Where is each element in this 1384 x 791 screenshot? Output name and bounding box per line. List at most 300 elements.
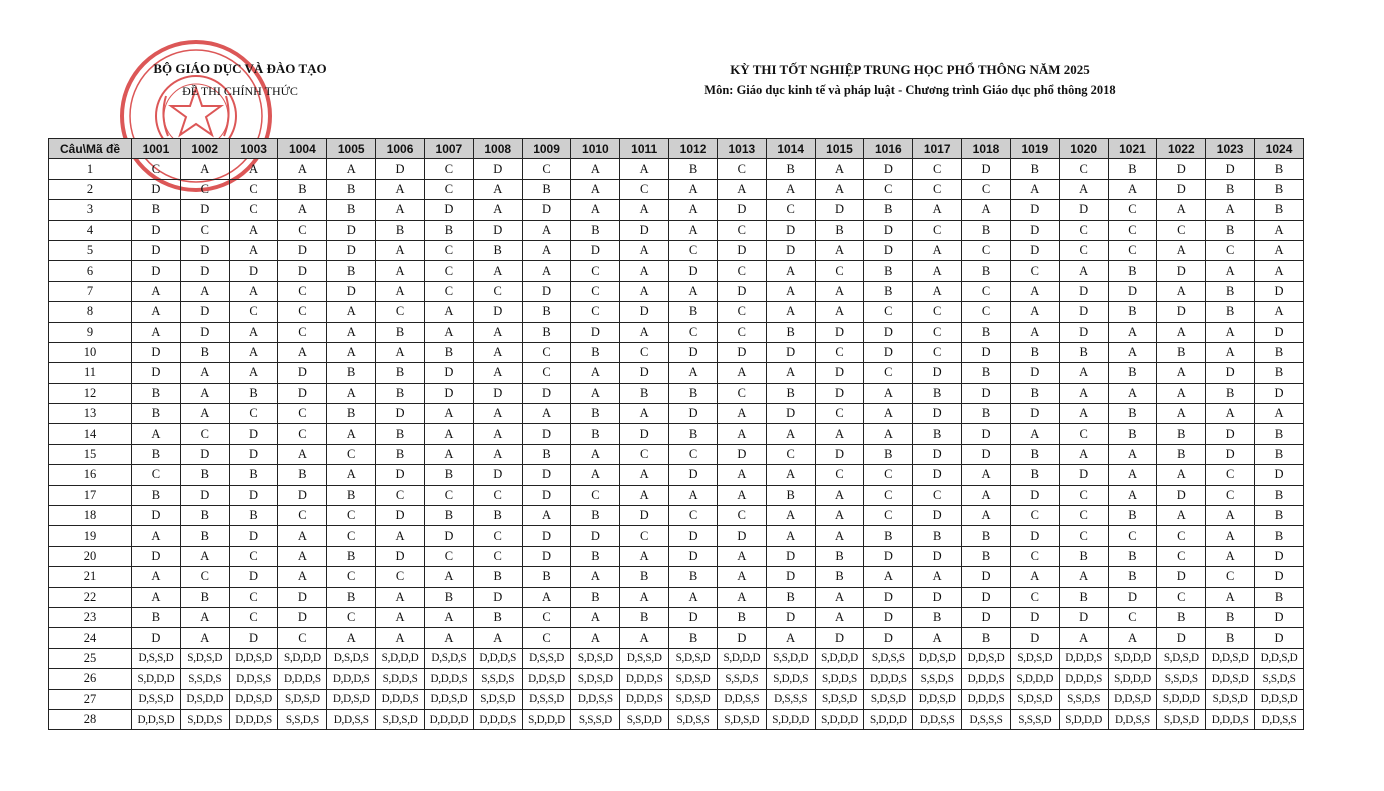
answer-cell: D,D,D,S: [962, 689, 1011, 709]
answer-cell: C: [229, 607, 278, 627]
answer-cell: C: [424, 261, 473, 281]
answer-cell: C: [376, 485, 425, 505]
answer-cell: A: [229, 220, 278, 240]
answer-cell: B: [620, 607, 669, 627]
answer-cell: A: [1108, 342, 1157, 362]
answer-cell: C: [376, 302, 425, 322]
answer-cell: A: [669, 200, 718, 220]
answer-cell: B: [669, 424, 718, 444]
answer-cell: D: [913, 465, 962, 485]
answer-cell: C: [1108, 607, 1157, 627]
answer-cell: D,D,S,D: [1255, 648, 1304, 668]
answer-cell: A: [620, 322, 669, 342]
question-number-cell: 14: [49, 424, 132, 444]
answer-cell: D: [229, 628, 278, 648]
answer-cell: D: [815, 444, 864, 464]
answer-cell: B: [1108, 261, 1157, 281]
answer-cell: C: [180, 424, 229, 444]
answer-cell: D: [278, 363, 327, 383]
answer-cell: S,D,S,D: [864, 689, 913, 709]
answer-cell: C: [424, 240, 473, 260]
answer-cell: A: [571, 628, 620, 648]
exam-code-header: 1001: [132, 139, 181, 159]
table-row: [49, 220, 1304, 240]
answer-cell: A: [229, 281, 278, 301]
answer-cell: B: [766, 159, 815, 179]
answer-cell: C: [1059, 424, 1108, 444]
answer-cell: C: [913, 485, 962, 505]
answer-cell: S,D,D,D: [1108, 669, 1157, 689]
table-row: [49, 526, 1304, 546]
answer-cell: A: [1059, 628, 1108, 648]
answer-cell: D: [1108, 281, 1157, 301]
answer-cell: B: [424, 342, 473, 362]
answer-cell: A: [1157, 363, 1206, 383]
answer-cell: B: [327, 200, 376, 220]
answer-cell: D: [669, 546, 718, 566]
answer-cell: A: [717, 465, 766, 485]
answer-cell: C: [229, 302, 278, 322]
answer-cell: D: [1059, 322, 1108, 342]
answer-cell: C: [1206, 240, 1255, 260]
answer-cell: A: [180, 628, 229, 648]
answer-cell: B: [571, 220, 620, 240]
answer-cell: C: [815, 342, 864, 362]
answer-cell: D,D,S,S: [327, 709, 376, 729]
answer-cell: A: [278, 159, 327, 179]
answer-cell: A: [962, 200, 1011, 220]
answer-cell: A: [1059, 261, 1108, 281]
question-number-cell: 7: [49, 281, 132, 301]
answer-cell: S,S,D,S: [1059, 689, 1108, 709]
answer-cell: D: [717, 281, 766, 301]
exam-code-header: 1018: [962, 139, 1011, 159]
answer-cell: D,S,S,S: [766, 689, 815, 709]
answer-cell: C: [913, 179, 962, 199]
answer-cell: A: [327, 424, 376, 444]
table-row: [49, 628, 1304, 648]
answer-cell: S,D,S,D: [180, 648, 229, 668]
answer-cell: A: [1010, 322, 1059, 342]
answer-cell: B: [1108, 159, 1157, 179]
exam-code-header: 1019: [1010, 139, 1059, 159]
answer-cell: A: [1108, 383, 1157, 403]
answer-cell: A: [1255, 240, 1304, 260]
answer-cell: B: [913, 526, 962, 546]
answer-cell: B: [1255, 200, 1304, 220]
answer-cell: D: [278, 607, 327, 627]
table-row: [49, 424, 1304, 444]
answer-cell: D: [132, 261, 181, 281]
answer-cell: A: [620, 587, 669, 607]
answer-cell: A: [1255, 261, 1304, 281]
answer-cell: C: [1157, 526, 1206, 546]
answer-cell: C: [766, 444, 815, 464]
answer-cell: B: [766, 383, 815, 403]
answer-cell: B: [1010, 383, 1059, 403]
answer-cell: D,D,D,S: [1059, 648, 1108, 668]
answer-cell: A: [864, 383, 913, 403]
answer-cell: A: [571, 383, 620, 403]
answer-cell: A: [1108, 322, 1157, 342]
answer-cell: D: [1255, 567, 1304, 587]
answer-cell: S,D,D,D: [815, 709, 864, 729]
answer-cell: S,D,D,S: [815, 669, 864, 689]
answer-cell: D: [1255, 322, 1304, 342]
answer-cell: A: [473, 363, 522, 383]
answer-cell: B: [278, 465, 327, 485]
answer-cell: D: [1157, 179, 1206, 199]
answer-cell: B: [278, 179, 327, 199]
question-number-cell: 9: [49, 322, 132, 342]
answer-cell: D: [815, 383, 864, 403]
answer-cell: A: [864, 424, 913, 444]
answer-cell: A: [962, 485, 1011, 505]
answer-cell: A: [473, 424, 522, 444]
exam-code-header: 1024: [1255, 139, 1304, 159]
answer-cell: D: [424, 200, 473, 220]
answer-cell: A: [815, 281, 864, 301]
answer-cell: A: [327, 322, 376, 342]
answer-cell: C: [669, 240, 718, 260]
answer-cell: B: [229, 383, 278, 403]
answer-cell: D: [278, 261, 327, 281]
table-row: [49, 404, 1304, 424]
answer-cell: D,D,S,D: [1206, 669, 1255, 689]
answer-cell: C: [864, 485, 913, 505]
answer-cell: A: [669, 485, 718, 505]
answer-cell: D: [766, 567, 815, 587]
answer-cell: C: [522, 159, 571, 179]
table-row: [49, 200, 1304, 220]
answer-cell: D: [1059, 302, 1108, 322]
answer-cell: D: [1255, 383, 1304, 403]
answer-cell: B: [1157, 342, 1206, 362]
answer-cell: B: [962, 404, 1011, 424]
answer-cell: C: [522, 607, 571, 627]
answer-cell: S,D,D,D: [815, 648, 864, 668]
answer-cell: B: [376, 444, 425, 464]
answer-cell: S,D,D,D: [717, 648, 766, 668]
answer-cell: A: [1157, 200, 1206, 220]
answer-cell: D: [132, 363, 181, 383]
answer-cell: A: [376, 240, 425, 260]
exam-code-header: 1002: [180, 139, 229, 159]
answer-cell: C: [1157, 546, 1206, 566]
answer-cell: D: [376, 159, 425, 179]
answer-cell: A: [815, 526, 864, 546]
answer-cell: D: [962, 444, 1011, 464]
table-row: [49, 567, 1304, 587]
answer-cell: A: [1108, 485, 1157, 505]
answer-cell: C: [180, 179, 229, 199]
answer-cell: D: [180, 444, 229, 464]
answer-cell: D: [1010, 200, 1059, 220]
answer-cell: A: [766, 526, 815, 546]
answer-cell: D: [669, 607, 718, 627]
answer-cell: A: [1059, 383, 1108, 403]
answer-cell: A: [864, 567, 913, 587]
answer-cell: A: [278, 444, 327, 464]
answer-cell: B: [1255, 444, 1304, 464]
answer-cell: C: [571, 302, 620, 322]
answer-cell: B: [376, 363, 425, 383]
answer-cell: A: [766, 506, 815, 526]
answer-cell: C: [473, 281, 522, 301]
answer-cell: A: [522, 261, 571, 281]
answer-cell: A: [1108, 465, 1157, 485]
answer-cell: C: [864, 302, 913, 322]
answer-cell: D: [376, 546, 425, 566]
answer-cell: B: [522, 302, 571, 322]
answer-cell: D: [180, 200, 229, 220]
answer-cell: D: [717, 240, 766, 260]
answer-cell: D,D,S,D: [229, 648, 278, 668]
answer-cell: A: [815, 607, 864, 627]
answer-cell: A: [717, 179, 766, 199]
answer-cell: A: [766, 281, 815, 301]
answer-cell: B: [962, 220, 1011, 240]
table-row: [49, 363, 1304, 383]
answer-cell: C: [1059, 526, 1108, 546]
answer-cell: S,D,S,D: [669, 689, 718, 709]
answer-cell: D: [1157, 485, 1206, 505]
answer-cell: S,D,D,D: [376, 648, 425, 668]
answer-cell: D: [717, 628, 766, 648]
answer-cell: D: [278, 587, 327, 607]
exam-code-header: 1003: [229, 139, 278, 159]
question-number-cell: 10: [49, 342, 132, 362]
answer-cell: B: [571, 546, 620, 566]
answer-cell: A: [424, 302, 473, 322]
answer-cell: D: [962, 342, 1011, 362]
answer-cell: D: [669, 261, 718, 281]
answer-cell: B: [1255, 526, 1304, 546]
answer-cell: A: [473, 179, 522, 199]
answer-cell: D: [229, 485, 278, 505]
answer-cell: S,D,D,D: [1108, 648, 1157, 668]
answer-cell: A: [669, 363, 718, 383]
exam-code-header: 1021: [1108, 139, 1157, 159]
answer-cell: A: [229, 240, 278, 260]
answer-cell: D,D,S,S: [1255, 709, 1304, 729]
answer-cell: D: [669, 465, 718, 485]
answer-cell: A: [1059, 363, 1108, 383]
answer-cell: D: [522, 465, 571, 485]
answer-cell: B: [327, 546, 376, 566]
answer-cell: C: [1010, 546, 1059, 566]
answer-cell: A: [473, 322, 522, 342]
answer-cell: D: [522, 200, 571, 220]
answer-cell: B: [571, 506, 620, 526]
answer-cell: A: [376, 607, 425, 627]
answer-cell: B: [669, 628, 718, 648]
answer-cell: A: [522, 220, 571, 240]
answer-cell: C: [864, 179, 913, 199]
answer-cell: B: [1010, 444, 1059, 464]
answer-cell: C: [571, 281, 620, 301]
answer-cell: C: [522, 363, 571, 383]
answer-cell: S,D,S,D: [1157, 648, 1206, 668]
answer-cell: A: [1206, 526, 1255, 546]
table-row: [49, 587, 1304, 607]
answer-cell: B: [913, 607, 962, 627]
answer-cell: C: [1010, 587, 1059, 607]
answer-cell: D: [1010, 240, 1059, 260]
answer-cell: D: [864, 220, 913, 240]
answer-cell: D: [864, 342, 913, 362]
answer-cell: S,S,D,S: [278, 709, 327, 729]
answer-cell: C: [327, 607, 376, 627]
answer-cell: A: [669, 281, 718, 301]
answer-cell: A: [962, 506, 1011, 526]
answer-cell: B: [1255, 587, 1304, 607]
question-number-cell: 23: [49, 607, 132, 627]
exam-code-header: 1007: [424, 139, 473, 159]
answer-cell: D: [913, 444, 962, 464]
answer-cell: A: [327, 383, 376, 403]
answer-cell: D,D,S,D: [424, 689, 473, 709]
answer-cell: D,S,D,D: [180, 689, 229, 709]
answer-cell: B: [766, 322, 815, 342]
answer-cell: A: [327, 342, 376, 362]
answer-cell: A: [1157, 322, 1206, 342]
answer-cell: C: [864, 465, 913, 485]
answer-cell: S,D,S,D: [1157, 709, 1206, 729]
answer-cell: C: [815, 465, 864, 485]
answer-cell: D,D,S,D: [1108, 689, 1157, 709]
answer-cell: B: [669, 159, 718, 179]
answer-cell: D: [132, 342, 181, 362]
answer-cell: D: [1255, 628, 1304, 648]
answer-cell: A: [620, 628, 669, 648]
answer-cell: B: [1108, 506, 1157, 526]
answer-cell: A: [1157, 240, 1206, 260]
answer-cell: S,D,S,D: [571, 648, 620, 668]
answer-cell: C: [1206, 465, 1255, 485]
answer-cell: A: [278, 200, 327, 220]
answer-cell: D: [229, 261, 278, 281]
answer-cell: C: [229, 179, 278, 199]
table-row: [49, 607, 1304, 627]
answer-cell: C: [522, 342, 571, 362]
answer-cell: S,S,D,S: [473, 669, 522, 689]
answer-cell: D: [376, 465, 425, 485]
answer-cell: D: [1157, 261, 1206, 281]
answer-cell: B: [864, 281, 913, 301]
answer-cell: D: [1059, 465, 1108, 485]
answer-cell: D: [913, 506, 962, 526]
answer-key-table: [48, 138, 1304, 730]
answer-cell: A: [766, 465, 815, 485]
answer-cell: A: [1010, 179, 1059, 199]
answer-cell: A: [229, 363, 278, 383]
answer-cell: A: [913, 240, 962, 260]
answer-cell: D,D,S,S: [913, 709, 962, 729]
answer-cell: B: [1255, 506, 1304, 526]
answer-cell: B: [327, 404, 376, 424]
exam-code-header: 1004: [278, 139, 327, 159]
answer-cell: S,S,S,D: [1010, 709, 1059, 729]
answer-cell: B: [1206, 383, 1255, 403]
answer-cell: D,D,S,D: [913, 648, 962, 668]
answer-cell: A: [229, 342, 278, 362]
answer-cell: A: [913, 628, 962, 648]
answer-cell: D,D,D,S: [620, 669, 669, 689]
ministry-header: [130, 58, 350, 102]
answer-cell: D: [864, 159, 913, 179]
answer-cell: D: [180, 302, 229, 322]
answer-cell: C: [620, 444, 669, 464]
exam-code-header: 1006: [376, 139, 425, 159]
answer-cell: A: [571, 567, 620, 587]
answer-cell: B: [424, 220, 473, 240]
answer-cell: D: [815, 363, 864, 383]
answer-cell: C: [1206, 567, 1255, 587]
answer-cell: D: [229, 567, 278, 587]
answer-cell: D: [132, 506, 181, 526]
answer-cell: C: [327, 506, 376, 526]
question-number-cell: 15: [49, 444, 132, 464]
answer-cell: D: [1255, 546, 1304, 566]
answer-cell: A: [620, 240, 669, 260]
answer-cell: A: [717, 424, 766, 444]
answer-cell: A: [1010, 567, 1059, 587]
answer-cell: C: [913, 159, 962, 179]
answer-cell: D: [620, 506, 669, 526]
answer-cell: C: [522, 628, 571, 648]
table-row: [49, 159, 1304, 179]
answer-cell: A: [620, 159, 669, 179]
answer-cell: B: [571, 404, 620, 424]
table-row: [49, 485, 1304, 505]
answer-cell: B: [962, 526, 1011, 546]
answer-cell: B: [1255, 179, 1304, 199]
answer-cell: A: [522, 240, 571, 260]
answer-cell: D: [1010, 485, 1059, 505]
answer-cell: C: [229, 587, 278, 607]
answer-cell: D: [473, 159, 522, 179]
answer-cell: A: [815, 240, 864, 260]
answer-cell: C: [424, 546, 473, 566]
answer-cell: S,D,D,D: [1157, 689, 1206, 709]
answer-cell: A: [571, 179, 620, 199]
answer-cell: D: [278, 240, 327, 260]
answer-cell: D,D,S,D: [229, 689, 278, 709]
answer-cell: A: [376, 526, 425, 546]
answer-cell: S,S,D,D: [766, 648, 815, 668]
answer-cell: A: [1157, 404, 1206, 424]
answer-cell: C: [717, 261, 766, 281]
answer-cell: B: [864, 444, 913, 464]
answer-cell: D,D,S,D: [962, 648, 1011, 668]
answer-cell: B: [962, 628, 1011, 648]
question-number-cell: 1: [49, 159, 132, 179]
answer-cell: S,D,S,D: [815, 689, 864, 709]
answer-cell: S,D,S,S: [864, 648, 913, 668]
answer-cell: D: [473, 383, 522, 403]
answer-cell: C: [132, 159, 181, 179]
answer-cell: S,D,D,D: [132, 669, 181, 689]
answer-cell: C: [962, 179, 1011, 199]
answer-cell: B: [620, 567, 669, 587]
answer-cell: A: [620, 281, 669, 301]
answer-cell: S,S,D,D: [620, 709, 669, 729]
exam-code-header: 1016: [864, 139, 913, 159]
answer-cell: S,S,S,D: [571, 709, 620, 729]
answer-cell: A: [717, 546, 766, 566]
table-row: [49, 669, 1304, 689]
